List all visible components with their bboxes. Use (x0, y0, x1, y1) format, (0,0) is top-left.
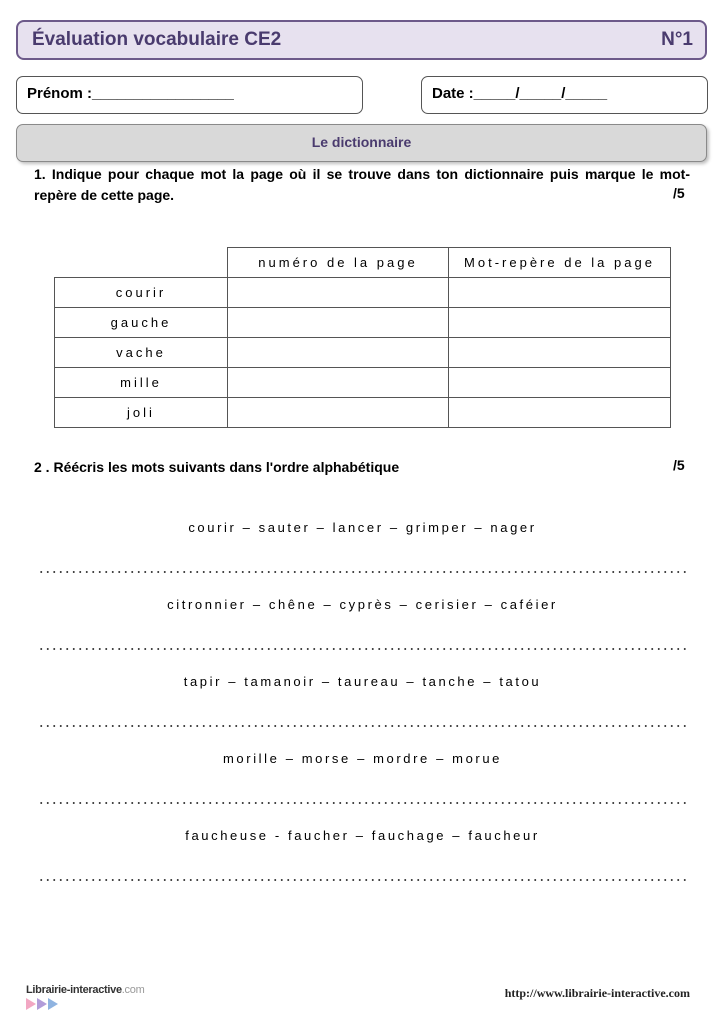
arrow-icon (26, 998, 36, 1010)
section-header (16, 124, 707, 162)
guide-word-cell[interactable] (449, 338, 671, 368)
question-2-text: 2 . Réécris les mots suivants dans l'ordre alphabétique (34, 459, 400, 475)
dictionary-table (54, 247, 671, 428)
row-word: vache (55, 338, 228, 368)
table-row (55, 338, 671, 368)
date-label: Date :_____/_____/_____ (432, 85, 608, 102)
guide-word-cell[interactable] (449, 308, 671, 338)
footer-url[interactable]: http://www.librairie-interactive.com (504, 986, 690, 1000)
logo-suffix: .com (121, 984, 145, 996)
table-row (55, 278, 671, 308)
page-title: Évaluation vocabulaire CE2 (32, 29, 282, 50)
guide-word-cell[interactable] (449, 398, 671, 428)
table-row (55, 398, 671, 428)
page-number-cell[interactable] (228, 368, 449, 398)
page-number-cell[interactable] (228, 338, 449, 368)
table-row (55, 308, 671, 338)
page-number-cell[interactable] (228, 398, 449, 428)
prenom-field[interactable] (16, 76, 363, 114)
librairie-interactive-logo (26, 984, 144, 1010)
guide-word-cell[interactable] (449, 278, 671, 308)
evaluation-number: N°1 (661, 29, 693, 50)
answer-line[interactable] (38, 802, 688, 804)
column-header-page-number: numéro de la page (228, 248, 449, 278)
arrow-icon (48, 998, 58, 1010)
page-number-cell[interactable] (228, 278, 449, 308)
row-word: courir (55, 278, 228, 308)
word-list: courir – sauter – lancer – grimper – nager (188, 520, 537, 535)
page-number-cell[interactable] (228, 308, 449, 338)
logo-name: Librairie-interactive (26, 984, 122, 996)
arrow-icon (37, 998, 47, 1010)
word-list: faucheuse - faucher – fauchage – faucheur (185, 828, 540, 843)
date-field[interactable] (421, 76, 708, 114)
answer-line[interactable] (38, 725, 688, 727)
table-header-row (55, 248, 671, 278)
answer-line[interactable] (38, 879, 688, 881)
row-word: gauche (55, 308, 228, 338)
title-bar (16, 20, 707, 60)
answer-line[interactable] (38, 648, 688, 650)
word-list: tapir – tamanoir – taureau – tanche – tatou (183, 674, 542, 689)
row-word: joli (55, 398, 228, 428)
answer-line[interactable] (38, 571, 688, 573)
question-1-points: /5 (673, 185, 685, 201)
word-list: citronnier – chêne – cyprès – cerisier – caféier (167, 597, 558, 612)
table-corner (55, 248, 228, 278)
section-title: Le dictionnaire (311, 134, 412, 150)
column-header-guide-word: Mot-repère de la page (449, 248, 671, 278)
question-2-points: /5 (673, 457, 685, 473)
row-word: mille (55, 368, 228, 398)
prenom-label: Prénom :_________________ (27, 85, 234, 102)
question-1-text: 1. Indique pour chaque mot la page où il se trouve dans ton dictionnaire puis marque le mot-repère de cette page. (34, 166, 690, 203)
table-row (55, 368, 671, 398)
guide-word-cell[interactable] (449, 368, 671, 398)
word-list: morille – morse – mordre – morue (223, 751, 502, 766)
